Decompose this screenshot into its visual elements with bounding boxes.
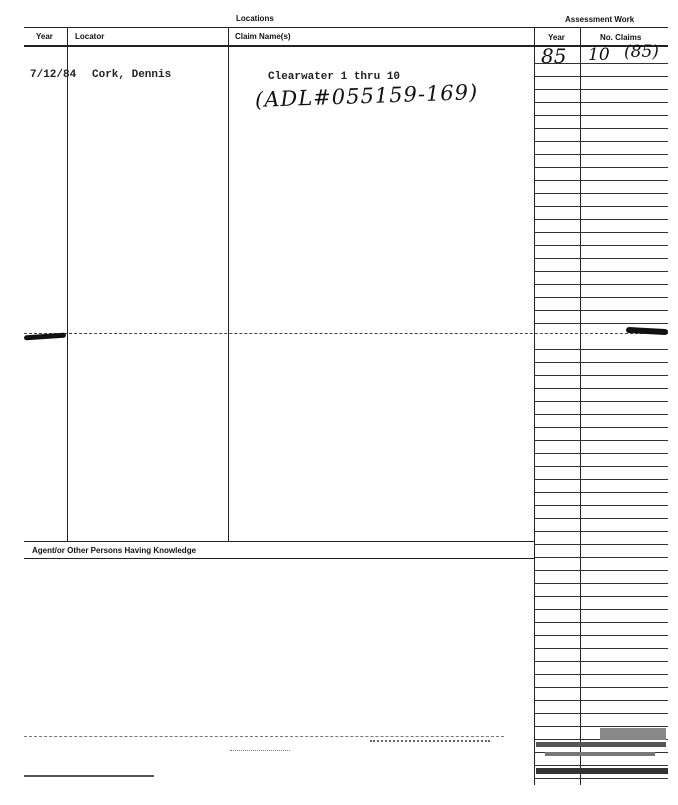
col-header-year: Year (36, 32, 53, 41)
aw-year-handwritten: 85 (541, 44, 567, 68)
agent-top-rule (24, 541, 534, 542)
divider-year-locator (67, 27, 68, 541)
mid-dashed-separator (24, 333, 668, 334)
aw-claims-note-handwritten: (85) (624, 42, 659, 62)
divider-locator-claims (228, 27, 229, 541)
assessment-work-header: Assessment Work (565, 15, 635, 24)
agent-section-label: Agent/or Other Persons Having Knowledge (32, 546, 197, 555)
entry-locator: Cork, Dennis (92, 69, 172, 81)
locations-header: Locations (236, 14, 274, 23)
entry-date: 7/12/84 (30, 69, 77, 81)
header-top-rule (24, 27, 668, 28)
entry-claim-ref-handwritten: (ADL#055159-169) (254, 80, 479, 112)
col-header-claim-names: Claim Name(s) (235, 32, 291, 41)
agent-bottom-rule (24, 558, 534, 559)
col-header-aw-claims: No. Claims (600, 33, 642, 42)
col-header-locator: Locator (75, 32, 105, 41)
header-bottom-rule (24, 45, 668, 47)
aw-claims-handwritten: 10 (588, 45, 610, 65)
entry-claim-names: Clearwater 1 thru 10 (268, 71, 401, 83)
col-header-aw-year: Year (548, 33, 565, 42)
